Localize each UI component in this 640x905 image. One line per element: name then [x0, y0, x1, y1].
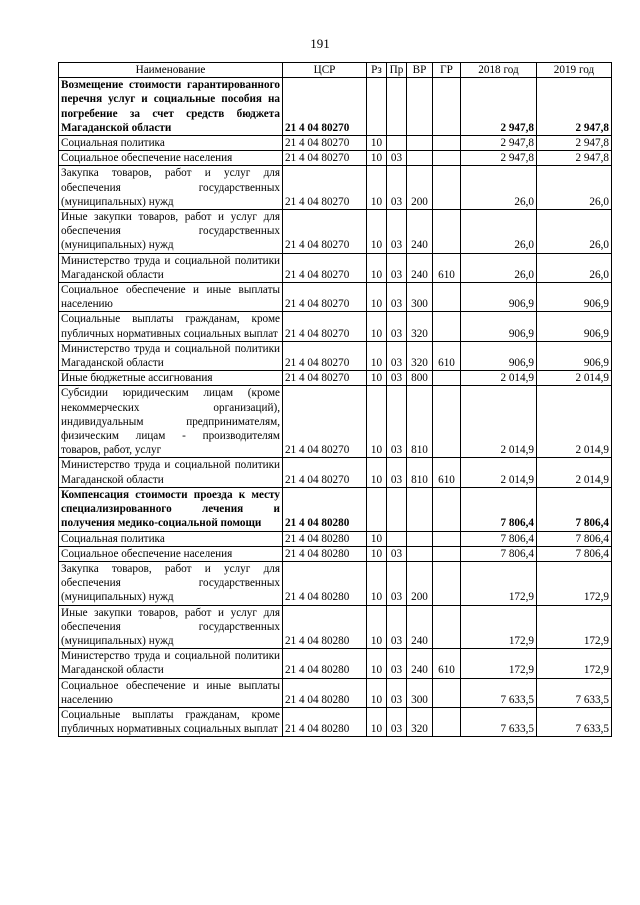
cell-name: Социальные выплаты гражданам, кроме публичных нормативных социальных выплат: [59, 312, 283, 341]
cell-csr: 21 4 04 80270: [283, 371, 367, 386]
table-row: [59, 283, 612, 312]
header-vr: ВР: [407, 63, 433, 78]
cell-name: Социальная политика: [59, 531, 283, 546]
cell-2018: 172,9: [461, 649, 537, 678]
cell-pr: 03: [387, 649, 407, 678]
cell-vr: 800: [407, 371, 433, 386]
cell-vr: 200: [407, 561, 433, 605]
cell-2018: 26,0: [461, 166, 537, 210]
cell-2019: 2 947,8: [537, 78, 612, 136]
table-row: [59, 531, 612, 546]
cell-2018: 7 633,5: [461, 678, 537, 707]
cell-csr: 21 4 04 80280: [283, 605, 367, 649]
cell-vr: 320: [407, 341, 433, 370]
cell-csr: 21 4 04 80280: [283, 561, 367, 605]
table-row: [59, 136, 612, 151]
table-row: [59, 78, 612, 136]
cell-rz: [367, 487, 387, 531]
cell-name: Социальное обеспечение и иные выплаты населению: [59, 678, 283, 707]
cell-name: Иные закупки товаров, работ и услуг для обеспечения государственных (муниципальных) нужд: [59, 210, 283, 254]
cell-pr: [387, 487, 407, 531]
cell-gr: [433, 487, 461, 531]
header-2019: 2019 год: [537, 63, 612, 78]
cell-2018: 2 947,8: [461, 151, 537, 166]
table-body: [59, 78, 612, 737]
cell-gr: 610: [433, 253, 461, 282]
cell-vr: 320: [407, 312, 433, 341]
cell-2018: 2 014,9: [461, 371, 537, 386]
cell-rz: 10: [367, 371, 387, 386]
cell-name: Министерство труда и социальной политики Магаданской области: [59, 253, 283, 282]
cell-rz: 10: [367, 151, 387, 166]
cell-2019: 7 633,5: [537, 678, 612, 707]
cell-name: Социальное обеспечение и иные выплаты населению: [59, 283, 283, 312]
cell-csr: 21 4 04 80270: [283, 166, 367, 210]
cell-2018: 906,9: [461, 341, 537, 370]
cell-csr: 21 4 04 80280: [283, 531, 367, 546]
table-row: [59, 312, 612, 341]
cell-gr: [433, 371, 461, 386]
cell-2018: 7 806,4: [461, 546, 537, 561]
cell-2018: 7 806,4: [461, 487, 537, 531]
cell-gr: [433, 136, 461, 151]
cell-name: Министерство труда и социальной политики Магаданской области: [59, 649, 283, 678]
cell-rz: 10: [367, 605, 387, 649]
cell-2019: 172,9: [537, 561, 612, 605]
cell-pr: 03: [387, 605, 407, 649]
cell-csr: 21 4 04 80270: [283, 136, 367, 151]
cell-pr: 03: [387, 458, 407, 487]
cell-gr: [433, 210, 461, 254]
cell-rz: 10: [367, 707, 387, 736]
header-pr: Пр: [387, 63, 407, 78]
cell-pr: 03: [387, 546, 407, 561]
cell-pr: 03: [387, 253, 407, 282]
cell-name: Социальные выплаты гражданам, кроме публичных нормативных социальных выплат: [59, 707, 283, 736]
table-row: [59, 707, 612, 736]
cell-2018: 7 806,4: [461, 531, 537, 546]
table-row: [59, 210, 612, 254]
cell-name: Иные бюджетные ассигнования: [59, 371, 283, 386]
cell-gr: [433, 678, 461, 707]
table-row: [59, 546, 612, 561]
cell-csr: 21 4 04 80270: [283, 312, 367, 341]
table-row: [59, 561, 612, 605]
cell-gr: 610: [433, 341, 461, 370]
header-2018: 2018 год: [461, 63, 537, 78]
cell-vr: [407, 78, 433, 136]
cell-rz: 10: [367, 253, 387, 282]
cell-rz: 10: [367, 166, 387, 210]
cell-csr: 21 4 04 80270: [283, 253, 367, 282]
cell-pr: 03: [387, 678, 407, 707]
cell-gr: 610: [433, 649, 461, 678]
table-row: [59, 605, 612, 649]
cell-rz: [367, 78, 387, 136]
cell-2019: 906,9: [537, 283, 612, 312]
cell-2019: 26,0: [537, 166, 612, 210]
cell-2019: 26,0: [537, 210, 612, 254]
cell-csr: 21 4 04 80280: [283, 707, 367, 736]
cell-2018: 2 014,9: [461, 386, 537, 458]
cell-pr: 03: [387, 312, 407, 341]
cell-vr: 240: [407, 605, 433, 649]
cell-rz: 10: [367, 458, 387, 487]
cell-name: Министерство труда и социальной политики Магаданской области: [59, 341, 283, 370]
header-name: Наименование: [59, 63, 283, 78]
cell-2018: 2 947,8: [461, 136, 537, 151]
cell-2018: 172,9: [461, 605, 537, 649]
cell-2019: 2 014,9: [537, 458, 612, 487]
cell-2019: 2 947,8: [537, 136, 612, 151]
cell-pr: 03: [387, 386, 407, 458]
cell-gr: [433, 386, 461, 458]
cell-csr: 21 4 04 80270: [283, 210, 367, 254]
cell-rz: 10: [367, 561, 387, 605]
cell-gr: [433, 78, 461, 136]
table-row: [59, 487, 612, 531]
cell-csr: 21 4 04 80280: [283, 649, 367, 678]
cell-name: Компенсация стоимости проезда к месту специализированного лечения и получения медико-социальной помощи: [59, 487, 283, 531]
cell-2018: 7 633,5: [461, 707, 537, 736]
cell-2019: 26,0: [537, 253, 612, 282]
cell-csr: 21 4 04 80270: [283, 151, 367, 166]
cell-vr: 240: [407, 210, 433, 254]
cell-2018: 906,9: [461, 312, 537, 341]
cell-pr: 03: [387, 341, 407, 370]
cell-pr: 03: [387, 210, 407, 254]
cell-gr: 610: [433, 458, 461, 487]
cell-name: Закупка товаров, работ и услуг для обеспечения государственных (муниципальных) нужд: [59, 561, 283, 605]
cell-2018: 172,9: [461, 561, 537, 605]
table-row: [59, 678, 612, 707]
cell-pr: 03: [387, 151, 407, 166]
cell-2018: 26,0: [461, 210, 537, 254]
cell-vr: [407, 487, 433, 531]
cell-rz: 10: [367, 649, 387, 678]
cell-name: Министерство труда и социальной политики Магаданской области: [59, 458, 283, 487]
cell-2018: 2 947,8: [461, 78, 537, 136]
cell-name: Субсидии юридическим лицам (кроме некоммерческих организаций), индивидуальным предпринимателям, физическим лицам - производителям товаров, работ, услуг: [59, 386, 283, 458]
cell-2019: 2 014,9: [537, 371, 612, 386]
cell-rz: 10: [367, 531, 387, 546]
cell-vr: [407, 546, 433, 561]
cell-2019: 172,9: [537, 649, 612, 678]
cell-gr: [433, 283, 461, 312]
cell-gr: [433, 531, 461, 546]
cell-name: Социальная политика: [59, 136, 283, 151]
cell-gr: [433, 312, 461, 341]
cell-gr: [433, 707, 461, 736]
cell-pr: 03: [387, 561, 407, 605]
cell-2018: 26,0: [461, 253, 537, 282]
table-header-row: [59, 63, 612, 78]
header-csr: ЦСР: [283, 63, 367, 78]
cell-2019: 906,9: [537, 312, 612, 341]
cell-csr: 21 4 04 80270: [283, 458, 367, 487]
cell-pr: 03: [387, 283, 407, 312]
cell-pr: 03: [387, 166, 407, 210]
cell-csr: 21 4 04 80280: [283, 546, 367, 561]
cell-csr: 21 4 04 80270: [283, 283, 367, 312]
header-gr: ГР: [433, 63, 461, 78]
cell-rz: 10: [367, 136, 387, 151]
cell-vr: 200: [407, 166, 433, 210]
cell-csr: 21 4 04 80280: [283, 487, 367, 531]
budget-table: [58, 62, 612, 737]
cell-2019: 7 806,4: [537, 531, 612, 546]
cell-csr: 21 4 04 80270: [283, 341, 367, 370]
table-row: [59, 253, 612, 282]
cell-pr: 03: [387, 371, 407, 386]
cell-rz: 10: [367, 546, 387, 561]
cell-2019: 7 633,5: [537, 707, 612, 736]
cell-vr: 320: [407, 707, 433, 736]
table-row: [59, 166, 612, 210]
cell-rz: 10: [367, 341, 387, 370]
table-row: [59, 649, 612, 678]
cell-csr: 21 4 04 80270: [283, 386, 367, 458]
cell-name: Закупка товаров, работ и услуг для обеспечения государственных (муниципальных) нужд: [59, 166, 283, 210]
cell-rz: 10: [367, 386, 387, 458]
cell-2018: 906,9: [461, 283, 537, 312]
cell-gr: [433, 561, 461, 605]
cell-2019: 906,9: [537, 341, 612, 370]
cell-name: Социальное обеспечение населения: [59, 151, 283, 166]
cell-pr: [387, 78, 407, 136]
cell-vr: 240: [407, 649, 433, 678]
cell-2018: 2 014,9: [461, 458, 537, 487]
cell-vr: 300: [407, 283, 433, 312]
cell-2019: 2 014,9: [537, 386, 612, 458]
cell-rz: 10: [367, 312, 387, 341]
table-row: [59, 151, 612, 166]
cell-vr: [407, 136, 433, 151]
cell-name: Социальное обеспечение населения: [59, 546, 283, 561]
cell-gr: [433, 546, 461, 561]
cell-rz: 10: [367, 283, 387, 312]
cell-vr: 810: [407, 458, 433, 487]
cell-2019: 172,9: [537, 605, 612, 649]
cell-pr: [387, 531, 407, 546]
cell-name: Возмещение стоимости гарантированного перечня услуг и социальные пособия на погребение за счет средств бюджета Магаданской области: [59, 78, 283, 136]
cell-2019: 7 806,4: [537, 487, 612, 531]
cell-vr: 810: [407, 386, 433, 458]
cell-pr: 03: [387, 707, 407, 736]
cell-2019: 7 806,4: [537, 546, 612, 561]
cell-gr: [433, 605, 461, 649]
page-number: 191: [310, 36, 330, 51]
table-row: [59, 341, 612, 370]
table-row: [59, 386, 612, 458]
header-rz: Рз: [367, 63, 387, 78]
cell-rz: 10: [367, 678, 387, 707]
cell-vr: [407, 151, 433, 166]
table-row: [59, 371, 612, 386]
cell-vr: 240: [407, 253, 433, 282]
cell-csr: 21 4 04 80270: [283, 78, 367, 136]
cell-csr: 21 4 04 80280: [283, 678, 367, 707]
cell-name: Иные закупки товаров, работ и услуг для обеспечения государственных (муниципальных) нужд: [59, 605, 283, 649]
cell-vr: [407, 531, 433, 546]
cell-rz: 10: [367, 210, 387, 254]
cell-gr: [433, 166, 461, 210]
cell-2019: 2 947,8: [537, 151, 612, 166]
table-row: [59, 458, 612, 487]
cell-gr: [433, 151, 461, 166]
cell-pr: [387, 136, 407, 151]
cell-vr: 300: [407, 678, 433, 707]
